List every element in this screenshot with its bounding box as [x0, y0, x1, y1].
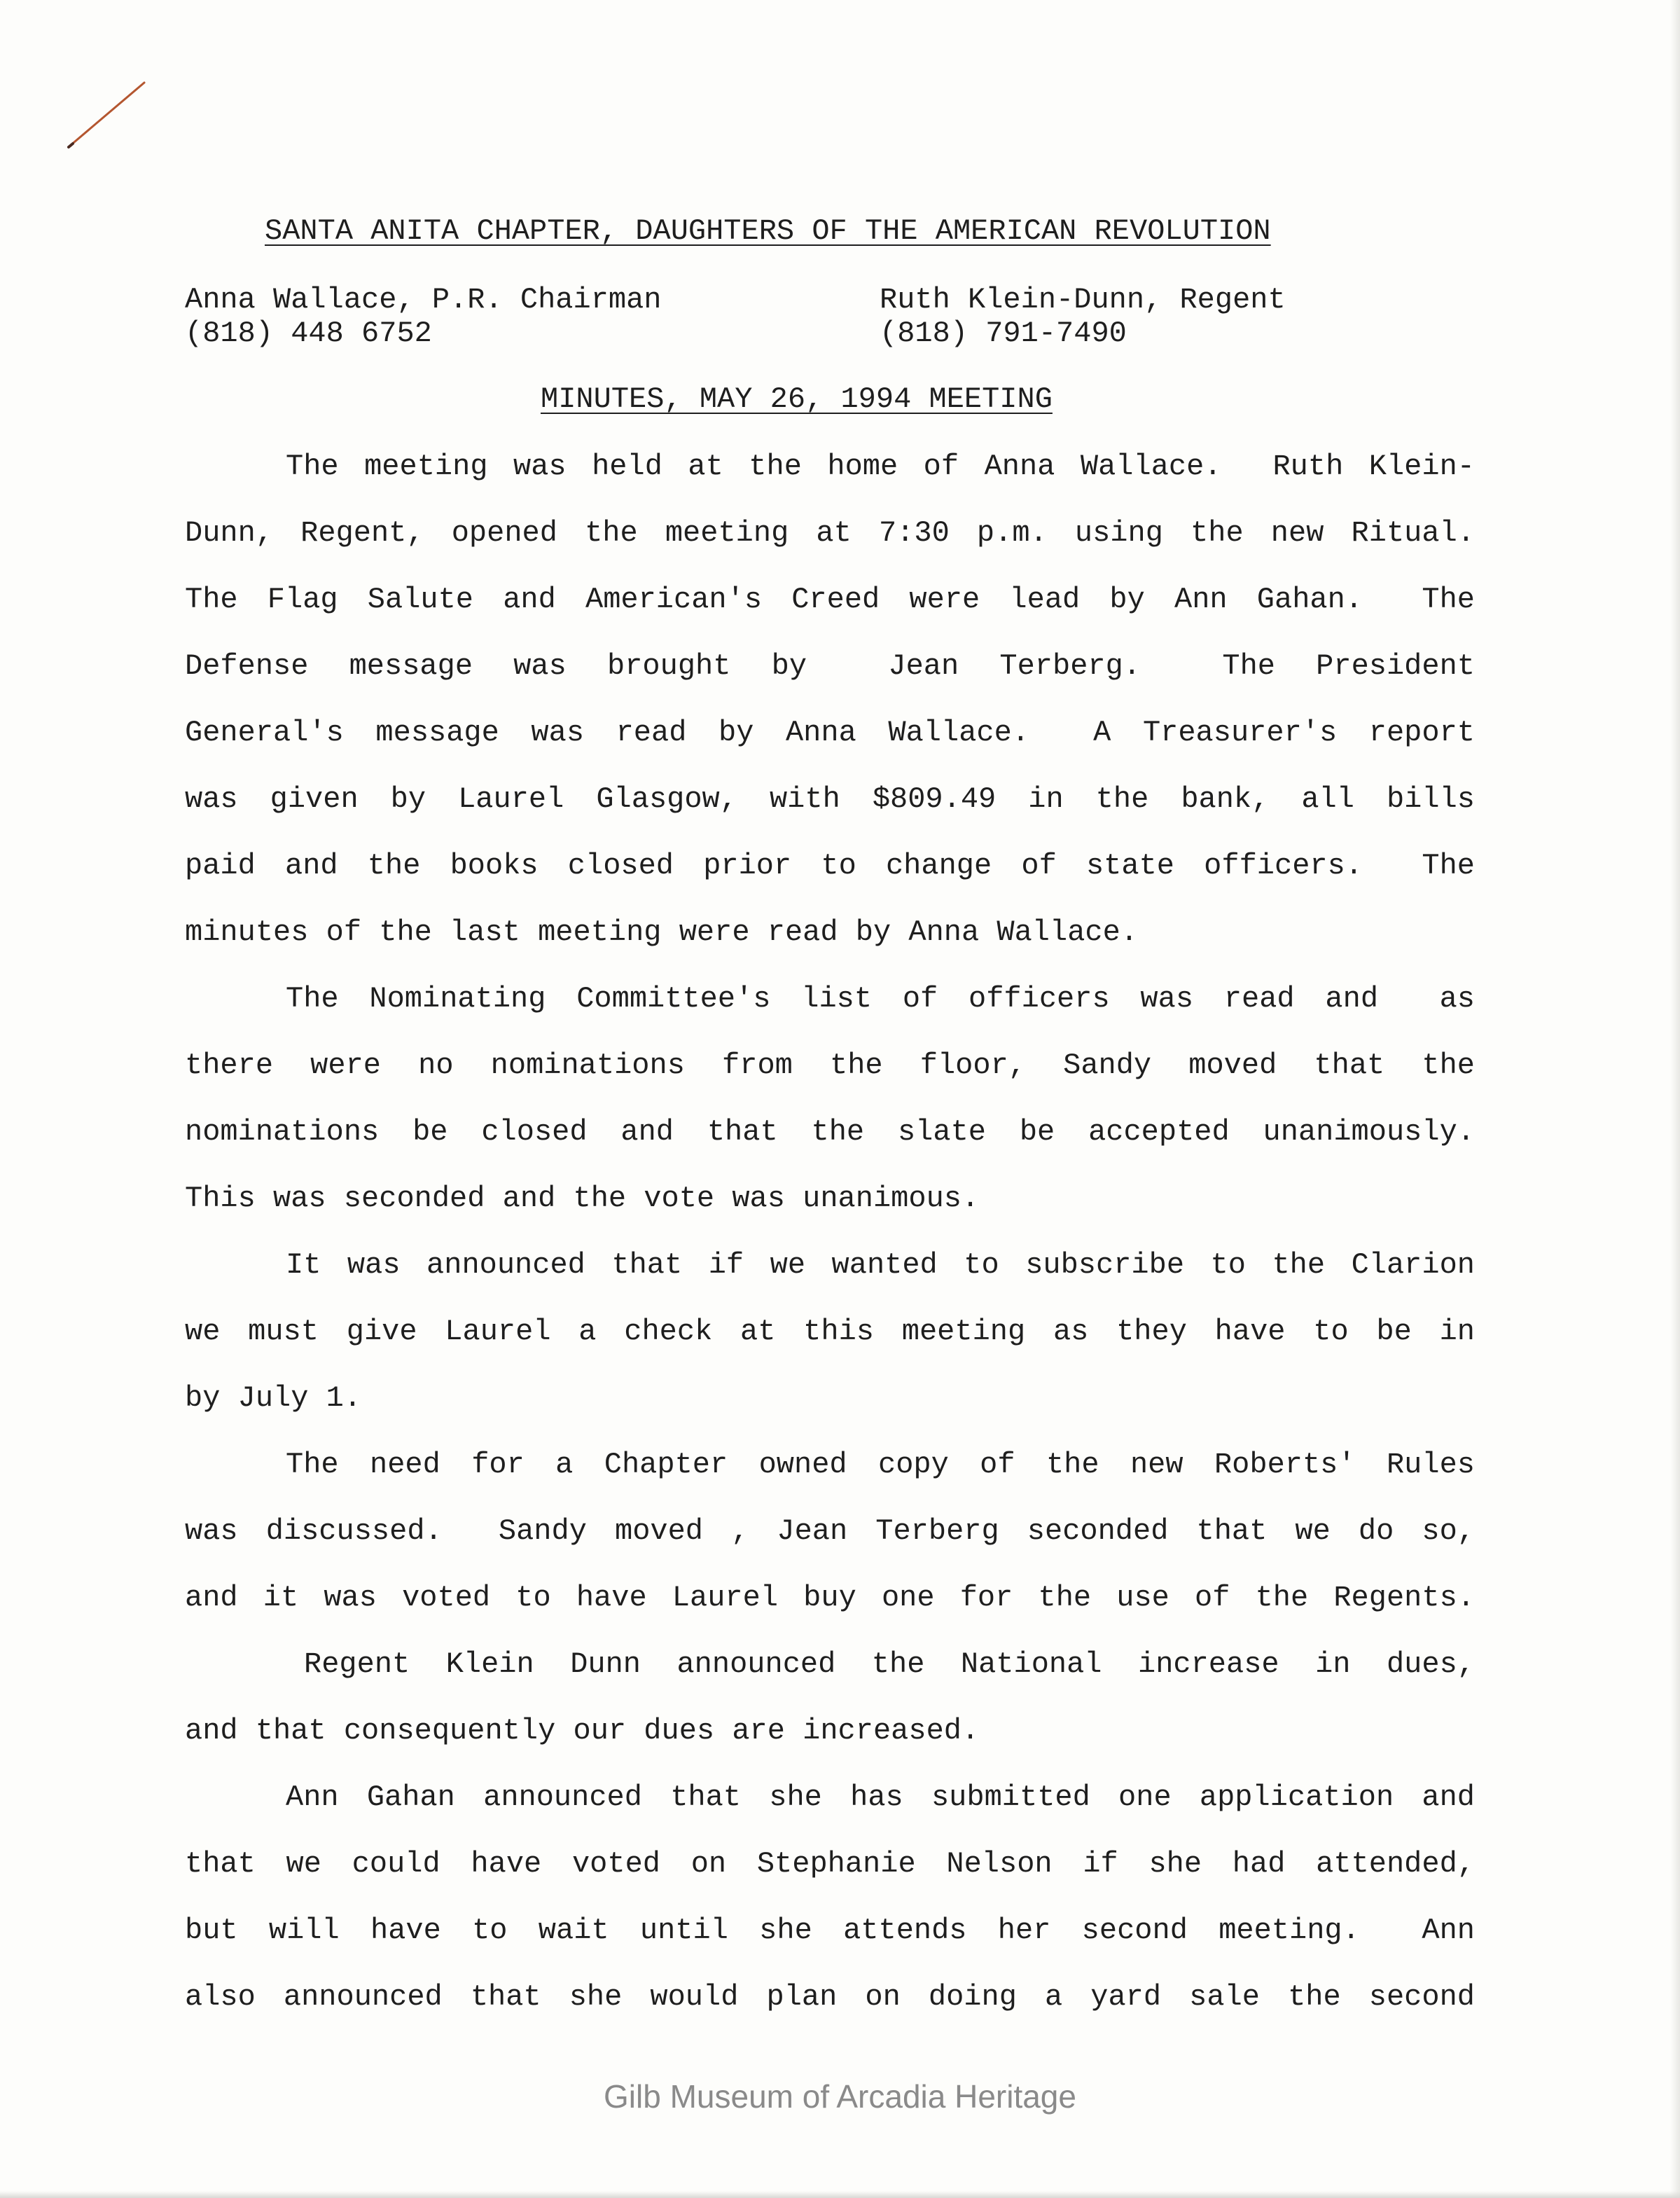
text-line: General's message was read by Anna Wallace. A Treasurer's report [185, 716, 1475, 749]
text-line: Ann Gahan announced that she has submitted one application and [286, 1781, 1475, 1814]
text-line: nominations be closed and that the slate be accepted unanimously. [185, 1115, 1475, 1149]
minutes-body [185, 444, 1475, 2041]
pr-chairman-name: Anna Wallace, P.R. Chairman [185, 283, 662, 317]
regent-contact [880, 283, 1286, 350]
text-line: Dunn, Regent, opened the meeting at 7:30 p.m. using the new Ritual. [185, 516, 1475, 550]
text-line: we must give Laurel a check at this meeting as they have to be in [185, 1315, 1475, 1348]
regent-phone: (818) 791-7490 [880, 317, 1127, 350]
text-line: The Nominating Committee's list of officers was read and as [286, 982, 1475, 1016]
pen-mark-icon [66, 76, 150, 153]
regent-name: Ruth Klein-Dunn, Regent [880, 283, 1286, 317]
text-line: also announced that she would plan on doing a yard sale the second [185, 1980, 1475, 2014]
text-line: and that consequently our dues are increased. [185, 1714, 980, 1748]
museum-watermark: Gilb Museum of Arcadia Heritage [604, 2078, 1076, 2115]
chapter-title: SANTA ANITA CHAPTER, DAUGHTERS OF THE AMERICAN REVOLUTION [265, 214, 1271, 248]
pr-chairman-contact [185, 283, 662, 350]
page-edge-shadow [1670, 0, 1680, 2198]
text-line: Defense message was brought by Jean Terberg. The President [185, 649, 1475, 683]
pr-chairman-phone: (818) 448 6752 [185, 317, 432, 350]
text-line: minutes of the last meeting were read by Anna Wallace. [185, 915, 1139, 949]
text-line: This was seconded and the vote was unanimous. [185, 1182, 980, 1215]
text-line: that we could have voted on Stephanie Nelson if she had attended, [185, 1847, 1475, 1881]
text-line: but will have to wait until she attends her second meeting. Ann [185, 1914, 1475, 1947]
text-line: Regent Klein Dunn announced the National increase in dues, [304, 1647, 1475, 1681]
text-line: was given by Laurel Glasgow, with $809.49 in the bank, all bills [185, 782, 1475, 816]
text-line: It was announced that if we wanted to subscribe to the Clarion [286, 1248, 1475, 1282]
text-line: by July 1. [185, 1381, 362, 1415]
text-line: The meeting was held at the home of Anna Wallace. Ruth Klein- [286, 450, 1475, 483]
text-line: was discussed. Sandy moved , Jean Terberg seconded that we do so, [185, 1514, 1475, 1548]
text-line: The Flag Salute and American's Creed were lead by Ann Gahan. The [185, 583, 1475, 616]
text-line: there were no nominations from the floor, Sandy moved that the [185, 1049, 1475, 1082]
text-line: paid and the books closed prior to change of state officers. The [185, 849, 1475, 883]
page-bottom-edge [0, 2191, 1680, 2198]
text-line: The need for a Chapter owned copy of the new Roberts' Rules [286, 1448, 1475, 1481]
minutes-title: MINUTES, MAY 26, 1994 MEETING [541, 382, 1053, 416]
text-line: and it was voted to have Laurel buy one for the use of the Regents. [185, 1581, 1475, 1615]
